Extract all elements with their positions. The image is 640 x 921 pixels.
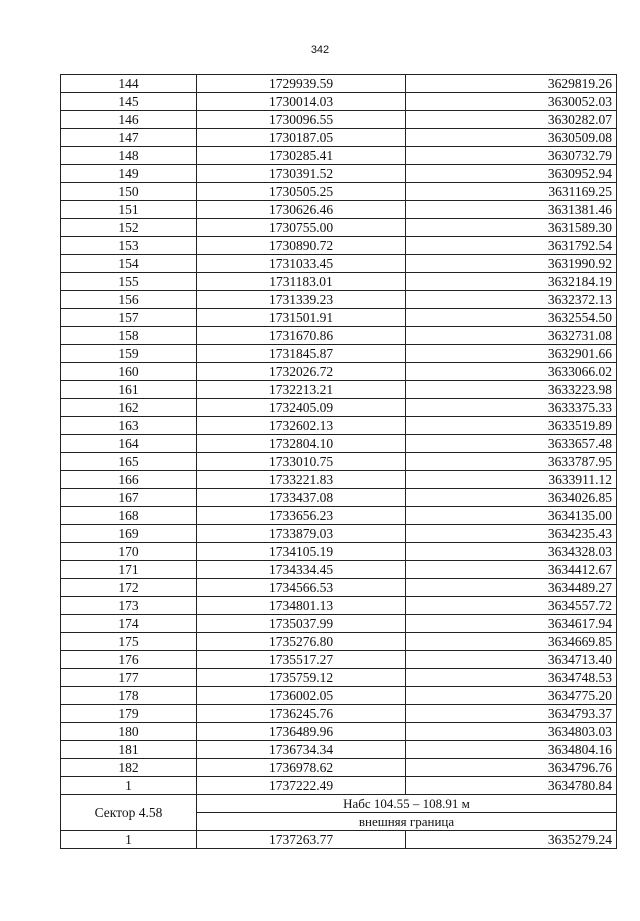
point-number: 163 <box>61 417 197 435</box>
table-row <box>61 651 617 669</box>
table-row <box>61 273 617 291</box>
table-row <box>61 75 617 93</box>
point-number: 160 <box>61 363 197 381</box>
point-number: 145 <box>61 93 197 111</box>
y-coordinate: 3635279.24 <box>406 831 617 849</box>
sector-block <box>61 795 617 849</box>
table-row <box>61 111 617 129</box>
table-row <box>61 147 617 165</box>
table-row <box>61 669 617 687</box>
y-coordinate: 3634489.27 <box>406 579 617 597</box>
x-coordinate: 1736978.62 <box>197 759 406 777</box>
x-coordinate: 1733879.03 <box>197 525 406 543</box>
point-number: 162 <box>61 399 197 417</box>
y-coordinate: 3634026.85 <box>406 489 617 507</box>
y-coordinate: 3634617.94 <box>406 615 617 633</box>
table-row <box>61 435 617 453</box>
x-coordinate: 1730391.52 <box>197 165 406 183</box>
table-row <box>61 579 617 597</box>
x-coordinate: 1735759.12 <box>197 669 406 687</box>
point-number: 158 <box>61 327 197 345</box>
x-coordinate: 1736489.96 <box>197 723 406 741</box>
point-number: 155 <box>61 273 197 291</box>
table-row <box>61 453 617 471</box>
point-number: 174 <box>61 615 197 633</box>
x-coordinate: 1736002.05 <box>197 687 406 705</box>
point-number: 1 <box>61 831 197 849</box>
table-row <box>61 327 617 345</box>
y-coordinate: 3634235.43 <box>406 525 617 543</box>
sector-label: Сектор 4.58 <box>61 795 197 831</box>
table-row <box>61 399 617 417</box>
x-coordinate: 1735517.27 <box>197 651 406 669</box>
table-row <box>61 363 617 381</box>
y-coordinate: 3632372.13 <box>406 291 617 309</box>
sector-height-range: Набс 104.55 – 108.91 м <box>197 795 617 813</box>
y-coordinate: 3634135.00 <box>406 507 617 525</box>
y-coordinate: 3632901.66 <box>406 345 617 363</box>
table-row <box>61 507 617 525</box>
point-number: 178 <box>61 687 197 705</box>
x-coordinate: 1730014.03 <box>197 93 406 111</box>
x-coordinate: 1732405.09 <box>197 399 406 417</box>
table-row <box>61 219 617 237</box>
y-coordinate: 3633066.02 <box>406 363 617 381</box>
x-coordinate: 1732804.10 <box>197 435 406 453</box>
y-coordinate: 3629819.26 <box>406 75 617 93</box>
x-coordinate: 1730755.00 <box>197 219 406 237</box>
x-coordinate: 1731033.45 <box>197 255 406 273</box>
sector-header-row <box>61 795 617 813</box>
y-coordinate: 3634793.37 <box>406 705 617 723</box>
point-number: 166 <box>61 471 197 489</box>
y-coordinate: 3633519.89 <box>406 417 617 435</box>
y-coordinate: 3634775.20 <box>406 687 617 705</box>
table-row <box>61 237 617 255</box>
y-coordinate: 3631792.54 <box>406 237 617 255</box>
x-coordinate: 1736245.76 <box>197 705 406 723</box>
table-row <box>61 183 617 201</box>
y-coordinate: 3630282.07 <box>406 111 617 129</box>
y-coordinate: 3632731.08 <box>406 327 617 345</box>
y-coordinate: 3631589.30 <box>406 219 617 237</box>
table-row <box>61 615 617 633</box>
y-coordinate: 3630052.03 <box>406 93 617 111</box>
table-row <box>61 705 617 723</box>
y-coordinate: 3634669.85 <box>406 633 617 651</box>
table-row <box>61 741 617 759</box>
point-number: 170 <box>61 543 197 561</box>
point-number: 169 <box>61 525 197 543</box>
coordinates-table-body <box>61 75 617 795</box>
y-coordinate: 3631169.25 <box>406 183 617 201</box>
y-coordinate: 3631381.46 <box>406 201 617 219</box>
x-coordinate: 1737263.77 <box>197 831 406 849</box>
point-number: 149 <box>61 165 197 183</box>
point-number: 180 <box>61 723 197 741</box>
point-number: 146 <box>61 111 197 129</box>
x-coordinate: 1730096.55 <box>197 111 406 129</box>
x-coordinate: 1732213.21 <box>197 381 406 399</box>
x-coordinate: 1733221.83 <box>197 471 406 489</box>
y-coordinate: 3634780.84 <box>406 777 617 795</box>
x-coordinate: 1731845.87 <box>197 345 406 363</box>
sector-boundary: внешняя граница <box>197 813 617 831</box>
point-number: 153 <box>61 237 197 255</box>
y-coordinate: 3634748.53 <box>406 669 617 687</box>
table-row <box>61 129 617 147</box>
table-row <box>61 201 617 219</box>
x-coordinate: 1731339.23 <box>197 291 406 309</box>
point-number: 157 <box>61 309 197 327</box>
y-coordinate: 3634412.67 <box>406 561 617 579</box>
table-row <box>61 831 617 849</box>
x-coordinate: 1730285.41 <box>197 147 406 165</box>
point-number: 151 <box>61 201 197 219</box>
x-coordinate: 1734105.19 <box>197 543 406 561</box>
y-coordinate: 3630732.79 <box>406 147 617 165</box>
point-number: 173 <box>61 597 197 615</box>
point-number: 177 <box>61 669 197 687</box>
x-coordinate: 1733010.75 <box>197 453 406 471</box>
x-coordinate: 1731670.86 <box>197 327 406 345</box>
table-row <box>61 525 617 543</box>
table-row <box>61 597 617 615</box>
point-number: 171 <box>61 561 197 579</box>
point-number: 159 <box>61 345 197 363</box>
x-coordinate: 1735276.80 <box>197 633 406 651</box>
y-coordinate: 3632184.19 <box>406 273 617 291</box>
table-row <box>61 561 617 579</box>
table-row <box>61 471 617 489</box>
table-row <box>61 309 617 327</box>
x-coordinate: 1732602.13 <box>197 417 406 435</box>
y-coordinate: 3633223.98 <box>406 381 617 399</box>
x-coordinate: 1731183.01 <box>197 273 406 291</box>
point-number: 144 <box>61 75 197 93</box>
table-row <box>61 291 617 309</box>
x-coordinate: 1734566.53 <box>197 579 406 597</box>
point-number: 154 <box>61 255 197 273</box>
table-row <box>61 543 617 561</box>
point-number: 156 <box>61 291 197 309</box>
table-row <box>61 345 617 363</box>
point-number: 1 <box>61 777 197 795</box>
point-number: 148 <box>61 147 197 165</box>
table-row <box>61 687 617 705</box>
x-coordinate: 1731501.91 <box>197 309 406 327</box>
point-number: 179 <box>61 705 197 723</box>
point-number: 172 <box>61 579 197 597</box>
x-coordinate: 1736734.34 <box>197 741 406 759</box>
y-coordinate: 3630952.94 <box>406 165 617 183</box>
point-number: 152 <box>61 219 197 237</box>
page-number: 342 <box>310 44 330 56</box>
point-number: 176 <box>61 651 197 669</box>
point-number: 181 <box>61 741 197 759</box>
y-coordinate: 3634796.76 <box>406 759 617 777</box>
point-number: 182 <box>61 759 197 777</box>
table-row <box>61 93 617 111</box>
table-row <box>61 489 617 507</box>
point-number: 150 <box>61 183 197 201</box>
x-coordinate: 1735037.99 <box>197 615 406 633</box>
table-row <box>61 255 617 273</box>
table-row <box>61 633 617 651</box>
point-number: 175 <box>61 633 197 651</box>
x-coordinate: 1729939.59 <box>197 75 406 93</box>
x-coordinate: 1733437.08 <box>197 489 406 507</box>
y-coordinate: 3631990.92 <box>406 255 617 273</box>
point-number: 167 <box>61 489 197 507</box>
x-coordinate: 1737222.49 <box>197 777 406 795</box>
point-number: 164 <box>61 435 197 453</box>
table-row <box>61 777 617 795</box>
coordinates-table <box>60 74 617 849</box>
x-coordinate: 1734334.45 <box>197 561 406 579</box>
point-number: 147 <box>61 129 197 147</box>
x-coordinate: 1734801.13 <box>197 597 406 615</box>
y-coordinate: 3634804.16 <box>406 741 617 759</box>
y-coordinate: 3633911.12 <box>406 471 617 489</box>
x-coordinate: 1730626.46 <box>197 201 406 219</box>
y-coordinate: 3633787.95 <box>406 453 617 471</box>
y-coordinate: 3630509.08 <box>406 129 617 147</box>
point-number: 161 <box>61 381 197 399</box>
y-coordinate: 3634803.03 <box>406 723 617 741</box>
y-coordinate: 3632554.50 <box>406 309 617 327</box>
table-row <box>61 417 617 435</box>
y-coordinate: 3634713.40 <box>406 651 617 669</box>
x-coordinate: 1733656.23 <box>197 507 406 525</box>
point-number: 165 <box>61 453 197 471</box>
table-row <box>61 381 617 399</box>
table-row <box>61 759 617 777</box>
x-coordinate: 1732026.72 <box>197 363 406 381</box>
x-coordinate: 1730187.05 <box>197 129 406 147</box>
y-coordinate: 3633375.33 <box>406 399 617 417</box>
y-coordinate: 3634557.72 <box>406 597 617 615</box>
y-coordinate: 3633657.48 <box>406 435 617 453</box>
y-coordinate: 3634328.03 <box>406 543 617 561</box>
table-row <box>61 165 617 183</box>
x-coordinate: 1730505.25 <box>197 183 406 201</box>
table-row <box>61 723 617 741</box>
x-coordinate: 1730890.72 <box>197 237 406 255</box>
point-number: 168 <box>61 507 197 525</box>
